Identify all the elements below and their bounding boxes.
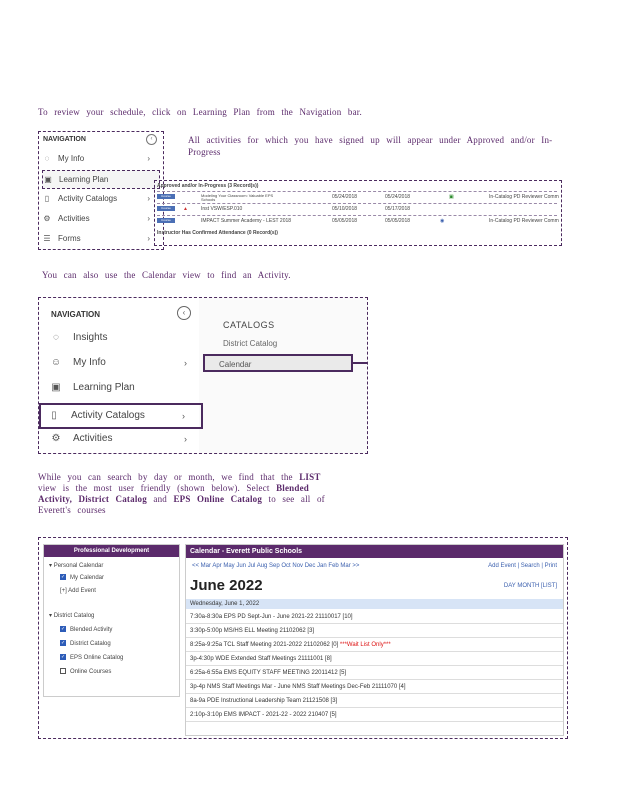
row-title[interactable]: Inst VSW/ESP.010	[201, 206, 243, 212]
district-catalog-section[interactable]: ▾ District Catalog	[49, 613, 95, 619]
checkbox-checked-icon[interactable]: ✓	[61, 574, 66, 581]
table-row[interactable]	[157, 191, 557, 202]
checkbox-checked-icon[interactable]: ✓	[61, 626, 66, 633]
table-header: Approved and/or In-Progress (3 Record(s))	[157, 183, 259, 189]
catalog-icon: ▯	[51, 410, 57, 421]
collapse-icon[interactable]: ‹	[177, 306, 191, 320]
calendar-text: You can also use the Calendar view to find an Activity.	[42, 270, 291, 280]
course-tag: Course	[157, 206, 175, 211]
event-row[interactable]: 3p-4:30p WDE Extended Staff Meetings 21111001 [8]	[186, 653, 563, 666]
checkbox-checked-icon[interactable]: ✓	[61, 654, 66, 661]
lightbulb-icon: ◌	[53, 332, 59, 343]
chevron-right-icon: ›	[147, 194, 150, 203]
checkbox-checked-icon[interactable]: ✓	[61, 640, 66, 647]
catalog-icon: ▯	[44, 194, 50, 203]
alert-icon: ▲	[183, 206, 188, 212]
catalogs-title: CATALOGS	[223, 320, 275, 330]
status-icon[interactable]: ▣	[449, 194, 454, 200]
nav-item-learning-plan[interactable]: ▣ Learning Plan	[43, 377, 203, 399]
chevron-right-icon: ›	[184, 358, 187, 368]
event-row[interactable]: 3:30p-5:00p MS/HS ELL Meeting 21102062 [3]	[186, 625, 563, 638]
day-header: Wednesday, June 1, 2022	[186, 599, 563, 609]
calendar-title: Calendar - Everett Public Schools	[186, 545, 563, 558]
nav-item-my-info[interactable]: ◌ My Info ›	[42, 150, 158, 167]
lightbulb-icon: ◌	[44, 154, 50, 163]
table-row[interactable]	[157, 203, 557, 214]
nav-item-activity-catalogs[interactable]: ▯ Activity Catalogs ›	[42, 190, 158, 207]
row-title[interactable]: IMPACT Summer Academy - LEST 2018	[201, 218, 292, 224]
personal-calendar-section[interactable]: ▾ Personal Calendar	[49, 563, 104, 569]
row-end-date: 05/17/2018	[385, 206, 411, 212]
district-catalog-checkbox[interactable]: ✓ District Catalog	[61, 640, 111, 647]
chevron-right-icon: ›	[147, 214, 150, 223]
calendar-sidebar	[43, 544, 180, 697]
catalogs-submenu	[199, 298, 367, 453]
row-start-date: 05/10/2018	[332, 206, 358, 212]
intro-text: To review your schedule, click on Learning Plan from the Navigation bar.	[38, 107, 362, 117]
row-action[interactable]: In-Catalog PD Reviewer Comm	[489, 218, 559, 224]
checkbox-unchecked-icon[interactable]	[60, 668, 66, 674]
event-row[interactable]: 7:30a-8:30a EPS PD Sept-Jun - June 2021-22 21110017 [10]	[186, 611, 563, 624]
nav-item-forms[interactable]: ☰ Forms ›	[42, 230, 158, 247]
chevron-right-icon: ›	[147, 154, 150, 163]
eps-online-catalog-checkbox[interactable]: ✓ EPS Online Catalog	[61, 654, 124, 661]
calendar-actions[interactable]: Add Event | Search | Print	[488, 563, 557, 569]
course-tag: Course	[157, 194, 175, 199]
calendar-main	[185, 544, 564, 736]
online-courses-checkbox[interactable]: Online Courses	[60, 668, 111, 677]
navigation-panel-large	[38, 297, 368, 454]
nav-title: NAVIGATION	[43, 136, 86, 143]
approved-table	[154, 180, 562, 246]
highlight-line	[353, 362, 367, 364]
calendar-link[interactable]: Calendar	[203, 354, 353, 372]
district-catalog-link[interactable]: District Catalog	[223, 339, 278, 348]
row-action[interactable]: In-Catalog PD Reviewer Comm	[489, 194, 559, 200]
event-row[interactable]: 8a-9a PDE Instructional Leadership Team 21121508 [3]	[186, 695, 563, 708]
month-navigation[interactable]: << Mar Apr May Jun Jul Aug Sep Oct Nov Dec Jan Feb Mar >>	[192, 563, 360, 569]
row-end-date: 05/24/2018	[385, 194, 411, 200]
nav-item-my-info[interactable]: ☺ My Info ›	[43, 352, 203, 374]
plan-icon: ▣	[44, 175, 52, 184]
row-title[interactable]: Modeling Your Classroom: Valuable EPS Schools	[201, 193, 274, 202]
nav-menu	[39, 298, 199, 453]
search-text: While you can search by day or month, we find that the LIST view is the most user friendly (shown below). Select Blended Activity, District Catalog and EPS Online Catalog to see all of Everett's courses	[38, 472, 325, 515]
chevron-right-icon: ›	[147, 234, 150, 243]
blended-activity-checkbox[interactable]: ✓ Blended Activity	[61, 626, 113, 633]
nav-item-learning-plan[interactable]: ▣ Learning Plan	[42, 170, 160, 189]
course-tag: Course	[157, 218, 175, 223]
collapse-icon[interactable]: ‹	[146, 134, 157, 145]
chevron-right-icon: ›	[184, 434, 187, 444]
my-calendar-checkbox[interactable]: ✓ My Calendar	[61, 574, 105, 581]
info-icon[interactable]: ◉	[440, 218, 445, 224]
plan-icon: ▣	[51, 382, 61, 393]
nav-item-activities[interactable]: ⚙ Activities ›	[43, 428, 203, 450]
user-icon: ☺	[50, 357, 62, 368]
table-row[interactable]	[157, 215, 557, 226]
nav-item-activity-catalogs[interactable]: ▯ Activity Catalogs ›	[39, 403, 203, 429]
row-end-date: 05/05/2018	[385, 218, 411, 224]
event-row[interactable]: 3p-4p NMS Staff Meetings Mar - June NMS Staff Meetings Dec-Feb 21111070 [4]	[186, 681, 563, 694]
forms-icon: ☰	[43, 234, 51, 243]
event-row[interactable]: 2:10p-3:10p EMS IMPACT - 2021-22 - 2022 210407 [5]	[186, 709, 563, 722]
view-switcher[interactable]: DAY MONTH [LIST]	[503, 583, 557, 589]
gear-icon: ⚙	[43, 214, 51, 223]
month-title: June 2022	[190, 577, 263, 594]
calendar-screenshot	[38, 537, 568, 739]
row-start-date: 05/24/2018	[332, 194, 358, 200]
navigation-panel-small	[38, 131, 164, 250]
gear-icon: ⚙	[51, 433, 61, 444]
chevron-right-icon: ›	[182, 411, 185, 421]
nav-item-activities[interactable]: ⚙ Activities ›	[42, 210, 158, 227]
nav-title: NAVIGATION	[51, 310, 101, 319]
approved-note: All activities for which you have signed up will appear under Approved and/or In-Progress	[188, 135, 553, 157]
event-row[interactable]: 6:25a-6:55a EMS EQUITY STAFF MEETING 22011412 [5]	[186, 667, 563, 680]
nav-item-insights[interactable]: ◌ Insights	[43, 327, 203, 349]
event-row[interactable]: 8:25a-9:25a TCL Staff Meeting 2021-2022 21102062 [0] ***Wait List Only***	[186, 639, 563, 652]
sidebar-title: Professional Development	[44, 545, 179, 557]
row-start-date: 05/05/2018	[332, 218, 358, 224]
add-event-link[interactable]: [+] Add Event	[60, 588, 96, 594]
table-footer: Instructor Has Confirmed Attendance (0 Record(s))	[157, 230, 278, 236]
